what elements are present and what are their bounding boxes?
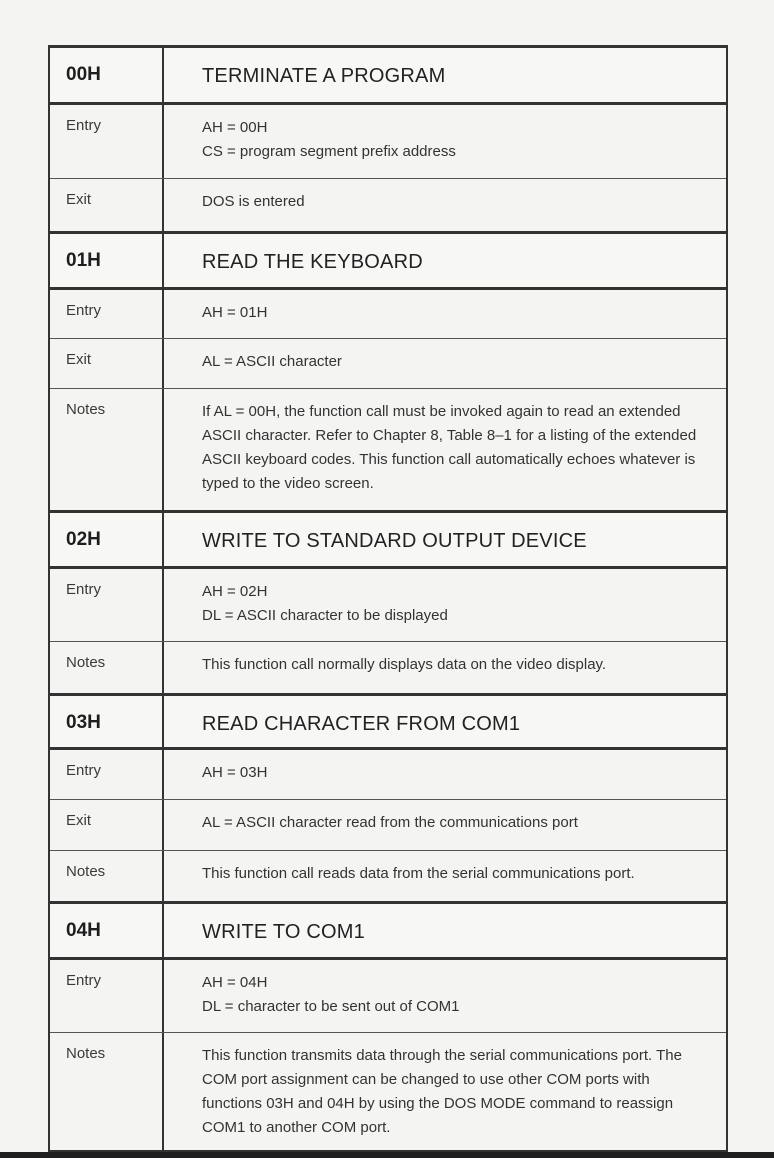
function-03h [48, 696, 728, 904]
notes-label: Notes [50, 851, 164, 901]
notes-label: Notes [50, 642, 164, 693]
function-04h [48, 904, 728, 1152]
entry-label: Entry [50, 960, 164, 1032]
page-bottom-edge [0, 1152, 774, 1158]
notes-row [50, 851, 726, 904]
entry-line: AH = 02H [202, 583, 268, 600]
dos-function-reference-table [48, 45, 728, 1152]
entry-line: DL = ASCII character to be displayed [202, 607, 448, 624]
function-header [50, 696, 726, 750]
entry-label: Entry [50, 569, 164, 641]
function-code: 01H [50, 234, 164, 287]
function-01h [48, 234, 728, 513]
exit-content [164, 339, 726, 388]
entry-line: DL = character to be sent out of COM1 [202, 998, 460, 1015]
notes-content: This function call normally displays data on the video display. [202, 656, 607, 673]
entry-line: AH = 01H [202, 304, 268, 321]
notes-content: If AL = 00H, the function call must be invoked again to read an extended ASCII character. Refer to Chapter 8, Table 8–1 for a listing of the extended ASCII keyboard codes. This function call automatically echoes whatever is typed to the video screen. [202, 403, 697, 492]
function-header [50, 904, 726, 960]
function-title: WRITE TO COM1 [202, 921, 365, 943]
function-code: 00H [50, 48, 164, 102]
exit-content [164, 800, 726, 850]
function-code: 04H [50, 904, 164, 957]
notes-content: This function transmits data through the serial communications port. The COM port assignment can be changed to use other COM ports with functions 03H and 04H by using the DOS MODE command to reassign COM1 to another COM port. [202, 1047, 682, 1136]
entry-line: CS = program segment prefix address [202, 143, 456, 160]
entry-label: Entry [50, 290, 164, 338]
entry-content [164, 960, 726, 1032]
function-code: 02H [50, 513, 164, 566]
entry-line: AH = 00H [202, 119, 268, 136]
function-title: READ CHARACTER FROM COM1 [202, 713, 521, 735]
exit-label: Exit [50, 339, 164, 388]
entry-content [164, 290, 726, 338]
notes-row [50, 642, 726, 696]
entry-content [164, 750, 726, 799]
entry-row [50, 105, 726, 179]
notes-content: This function call reads data from the serial communications port. [202, 865, 635, 882]
exit-line: DOS is entered [202, 193, 305, 210]
exit-row [50, 339, 726, 389]
exit-line: AL = ASCII character read from the communications port [202, 814, 578, 831]
function-code: 03H [50, 696, 164, 747]
notes-row [50, 389, 726, 513]
entry-row [50, 960, 726, 1033]
notes-label: Notes [50, 1033, 164, 1150]
notes-row [50, 1033, 726, 1152]
exit-label: Exit [50, 179, 164, 231]
function-header [50, 513, 726, 569]
exit-content [164, 179, 726, 231]
exit-line: AL = ASCII character [202, 353, 342, 370]
function-title: READ THE KEYBOARD [202, 251, 423, 273]
exit-row [50, 179, 726, 234]
entry-row [50, 569, 726, 642]
function-title: WRITE TO STANDARD OUTPUT DEVICE [202, 530, 587, 552]
function-00h [48, 45, 728, 234]
exit-row [50, 800, 726, 851]
entry-row [50, 750, 726, 800]
entry-line: AH = 04H [202, 974, 268, 991]
entry-content [164, 105, 726, 178]
exit-label: Exit [50, 800, 164, 850]
function-02h [48, 513, 728, 696]
function-title: TERMINATE A PROGRAM [202, 65, 446, 87]
entry-content [164, 569, 726, 641]
function-header [50, 48, 726, 105]
entry-line: AH = 03H [202, 764, 268, 781]
entry-label: Entry [50, 105, 164, 178]
entry-row [50, 290, 726, 339]
notes-label: Notes [50, 389, 164, 510]
function-header [50, 234, 726, 290]
entry-label: Entry [50, 750, 164, 799]
